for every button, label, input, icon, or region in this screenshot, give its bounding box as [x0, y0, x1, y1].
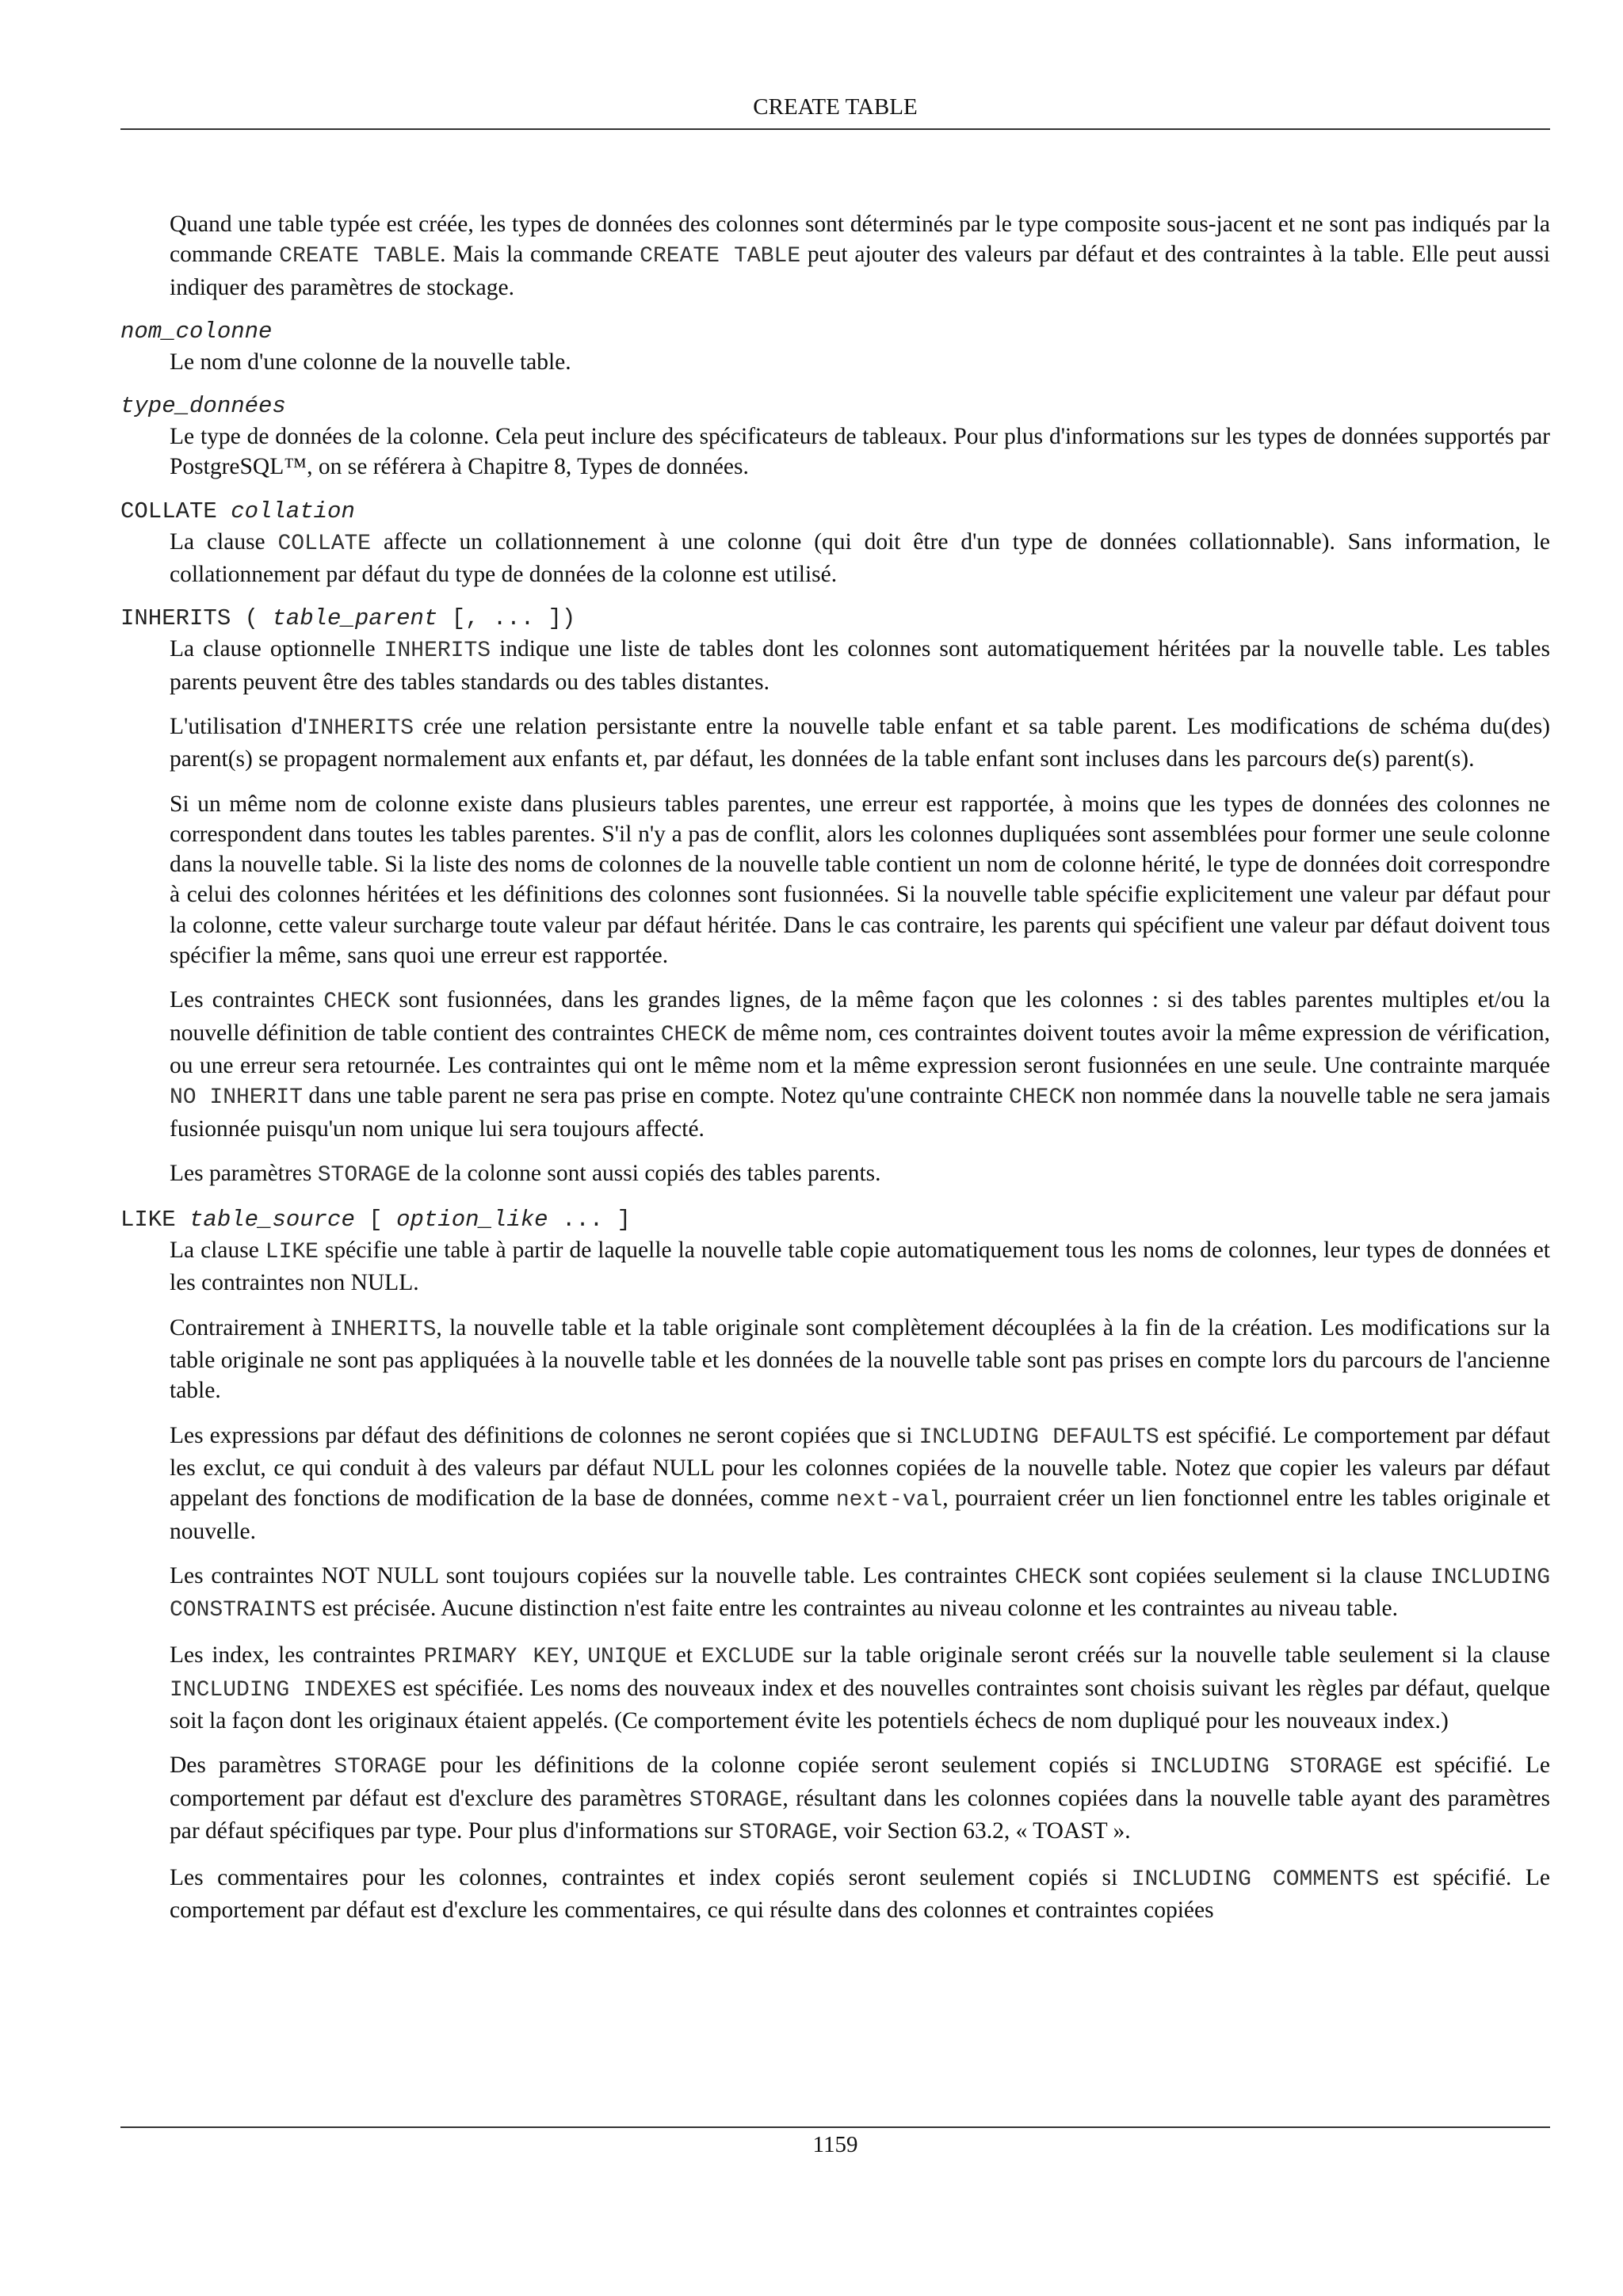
- text: indique une liste de tables dont les colonnes sont automatiquement héritées par la nouvelle table. Les tables parents peuvent être des tables standards ou des tables distantes.: [170, 636, 1550, 695]
- code-literal: INHERITS: [307, 715, 414, 741]
- text: crée une relation persistante entre la nouvelle table enfant et sa table parent. Les modifications de schéma du(des) parent(s) se propagent normalement aux enfants et, par défaut, les données de la table enfant sont incluses dans les parcours de(s) parent(s).: [170, 713, 1551, 772]
- term-collate: [120, 497, 1550, 527]
- text: . Mais la commande: [440, 242, 640, 268]
- text: Les commentaires pour les colonnes, contraintes et index copiés seront seulement copiés si: [170, 1865, 1132, 1891]
- parameter-name: option_like: [396, 1207, 548, 1234]
- code-literal: NO INHERIT: [170, 1085, 304, 1111]
- text: Des paramètres: [170, 1753, 334, 1779]
- header-rule: [120, 128, 1550, 130]
- like-paragraph-4: [170, 1561, 1550, 1627]
- inherits-paragraph-3: Si un même nom de colonne existe dans plusieurs tables parentes, une erreur est rapportée, à moins que les types de données des colonnes ne correspondent dans toutes les tables parentes. S'il n'y a pas de conflit, alors les colonnes dupliquées sont assemblées pour former une seule colonne dans la nouvelle table. Si la liste des noms de colonnes de la nouvelle table contient un nom de colonne hérité, le type de données doit correspondre à celui des colonnes héritées et les définitions des colonnes sont fusionnées. Si la nouvelle table spécifie explicitement une valeur par défaut pour la colonne, cette valeur surcharge toute valeur par défaut héritée. Dans le cas contraire, les parents qui spécifient une valeur par défaut doivent tous spécifier la même, sans quoi une erreur est rapportée.: [170, 791, 1550, 969]
- text: La clause: [170, 528, 278, 555]
- inherits-paragraph-1: [170, 634, 1550, 697]
- code-literal: PRIMARY KEY: [423, 1645, 574, 1670]
- text: est spécifié. Le comportement par défaut les exclut, ce qui conduit à des valeurs par défaut NULL pour les colonnes copiées de la nouvelle table. Notez que copier les valeurs par défaut appelant des fonctions de modification de la base de données, comme: [170, 1422, 1550, 1512]
- parameter-name: table_parent: [272, 605, 438, 632]
- like-paragraph-2: [170, 1313, 1550, 1406]
- text: de même nom, ces contraintes doivent toutes avoir la même expression de vérification, ou une erreur sera retournée. Les contraintes qui ont le même nom et la même expression seront fusionnées en une seule. Une contrainte marquée: [170, 1020, 1550, 1078]
- definition-type-donnees: Le type de données de la colonne. Cela peut inclure des spécificateurs de tableaux. Pour plus d'informations sur les types de données supportés par PostgreSQL™, on se référera à Chapitre 8, Types de données.: [170, 424, 1550, 480]
- text: Les paramètres: [170, 1160, 318, 1186]
- keyword: INHERITS (: [120, 605, 259, 632]
- code-literal: STORAGE: [689, 1787, 783, 1813]
- inherits-paragraph-4: [170, 985, 1550, 1143]
- intro-paragraph: [170, 209, 1550, 303]
- code-literal: UNIQUE: [587, 1645, 668, 1670]
- text: Les index, les contraintes: [170, 1642, 424, 1669]
- code-literal: CHECK: [1014, 1565, 1082, 1590]
- running-header: CREATE TABLE: [753, 94, 918, 120]
- text: sont copiées seulement si la clause: [1081, 1562, 1430, 1589]
- text: Contrairement à: [170, 1314, 330, 1341]
- text: La clause optionnelle: [170, 636, 384, 662]
- code-literal: INHERITS: [330, 1317, 437, 1342]
- code-literal: STORAGE: [334, 1755, 427, 1780]
- definition-collate: [170, 527, 1550, 590]
- text: peut ajouter des valeurs par défaut et des contraintes à la table. Elle peut aussi indiquer des paramètres de stockage.: [170, 242, 1550, 300]
- code-literal: STORAGE: [739, 1820, 832, 1845]
- text: , voir Section 63.2, « TOAST ».: [831, 1817, 1131, 1844]
- code-literal: INCLUDING DEFAULTS: [918, 1425, 1159, 1450]
- like-paragraph-5: [170, 1640, 1550, 1736]
- keyword: ... ]: [561, 1207, 631, 1234]
- inherits-paragraph-2: [170, 711, 1550, 775]
- text: spécifie une table à partir de laquelle la nouvelle table copie automatiquement tous les noms de colonnes, leur types de données et les contraintes non NULL.: [170, 1238, 1550, 1296]
- text: Quand une table typée est créée, les types de données des colonnes sont déterminés par le type composite sous-jacent et ne sont pas indiqués par la commande: [170, 212, 1550, 268]
- code-literal: COLLATE: [277, 531, 372, 556]
- term-like: [120, 1205, 1550, 1235]
- text: , résultant dans les colonnes copiées dans la nouvelle table ayant des paramètres par défaut spécifiques par type. Pour plus d'informations sur: [170, 1785, 1550, 1844]
- text: L'utilisation d': [170, 713, 307, 739]
- parameter-name: collation: [231, 498, 355, 524]
- text: Les contraintes NOT NULL sont toujours copiées sur la nouvelle table. Les contraintes: [170, 1562, 1015, 1589]
- code-literal: INHERITS: [384, 639, 491, 664]
- keyword: [: [369, 1207, 383, 1234]
- inherits-paragraph-5: [170, 1158, 1550, 1191]
- like-paragraph-1: [170, 1235, 1550, 1299]
- text: pour les définitions de la colonne copiée seront seulement copiés si: [426, 1753, 1150, 1779]
- parameter-name: table_source: [189, 1207, 355, 1234]
- text: dans une table parent ne sera pas prise en compte. Notez qu'une contrainte: [303, 1083, 1010, 1109]
- term-type-donnees: [120, 391, 1550, 421]
- keyword: COLLATE: [120, 498, 217, 524]
- text: et: [667, 1642, 701, 1669]
- parameter-name: type_données: [120, 393, 286, 420]
- text: sont fusionnées, dans les grandes lignes, de la même façon que les colonnes : si des tables parentes multiples et/ou la nouvelle définition de table contient des contraintes: [170, 987, 1550, 1046]
- code-literal: CHECK: [323, 990, 391, 1015]
- text: sur la table originale seront créés sur la nouvelle table seulement si la clause: [794, 1642, 1551, 1669]
- like-paragraph-7: [170, 1863, 1550, 1926]
- term-nom-colonne: [120, 317, 1550, 347]
- definition-nom-colonne: Le nom d'une colonne de la nouvelle table.: [170, 349, 571, 375]
- text: Les expressions par défaut des définitions de colonnes ne seront copiées que si: [170, 1422, 919, 1448]
- text: est spécifié. Le comportement par défaut est d'exclure les commentaires, ce qui résulte dans des colonnes et contraintes copiées: [170, 1865, 1550, 1924]
- text: ,: [573, 1642, 588, 1669]
- text: affecte un collationnement à une colonne (qui doit être d'un type de données collationnable). Sans information, le collationnement par défaut du type de données de la colonne est utilisé.: [170, 528, 1550, 588]
- parameter-name: nom_colonne: [120, 318, 273, 345]
- code-literal: CREATE TABLE: [640, 244, 801, 269]
- code-literal: INCLUDING CONSTRAINTS: [170, 1565, 1551, 1623]
- like-paragraph-3: [170, 1421, 1550, 1547]
- code-literal: next-val: [835, 1488, 943, 1513]
- page-number: 1159: [812, 2132, 858, 2157]
- text: La clause: [170, 1238, 265, 1264]
- code-literal: INCLUDING STORAGE: [1149, 1755, 1383, 1780]
- code-literal: LIKE: [265, 1240, 319, 1265]
- code-literal: EXCLUDE: [701, 1645, 795, 1670]
- code-literal: CREATE TABLE: [279, 244, 441, 269]
- text: est spécifiée. Les noms des nouveaux index et des nouvelles contraintes sont choisis suivant les règles par défaut, quelque soit la façon dont les originaux étaient appelés. (Ce comportement évite les potentiels échecs de nom dupliqué pour les nouveaux index.): [170, 1675, 1550, 1733]
- code-literal: INCLUDING INDEXES: [170, 1677, 397, 1703]
- code-literal: INCLUDING COMMENTS: [1131, 1867, 1380, 1893]
- footer-rule: [120, 2126, 1550, 2128]
- code-literal: STORAGE: [317, 1162, 411, 1188]
- text: est spécifié. Le comportement par défaut est d'exclure des paramètres: [170, 1753, 1550, 1811]
- term-inherits: [120, 604, 1550, 634]
- code-literal: CHECK: [1009, 1085, 1076, 1111]
- text: , la nouvelle table et la table originale sont complètement découplées à la fin de la création. Les modifications sur la table originale ne sont pas appliquées à la nouvelle table et les données de la nouvelle table sont pas prises en compte lors du parcours de l'ancienne table.: [170, 1314, 1550, 1404]
- text: Les contraintes: [170, 987, 324, 1013]
- keyword: LIKE: [120, 1207, 176, 1234]
- page-content: [120, 209, 1550, 1926]
- text: non nommée dans la nouvelle table ne sera jamais fusionnée puisqu'un nom unique lui sera toujours affecté.: [170, 1083, 1550, 1142]
- like-paragraph-6: [170, 1750, 1550, 1848]
- text: de la colonne sont aussi copiés des tables parents.: [411, 1160, 881, 1186]
- text: est précisée. Aucune distinction n'est faite entre les contraintes au niveau colonne et les contraintes au niveau table.: [315, 1596, 1398, 1622]
- code-literal: CHECK: [660, 1022, 727, 1047]
- text: , pourraient créer un lien fonctionnel entre les tables originale et nouvelle.: [170, 1486, 1550, 1544]
- keyword: [, ... ]): [451, 605, 576, 632]
